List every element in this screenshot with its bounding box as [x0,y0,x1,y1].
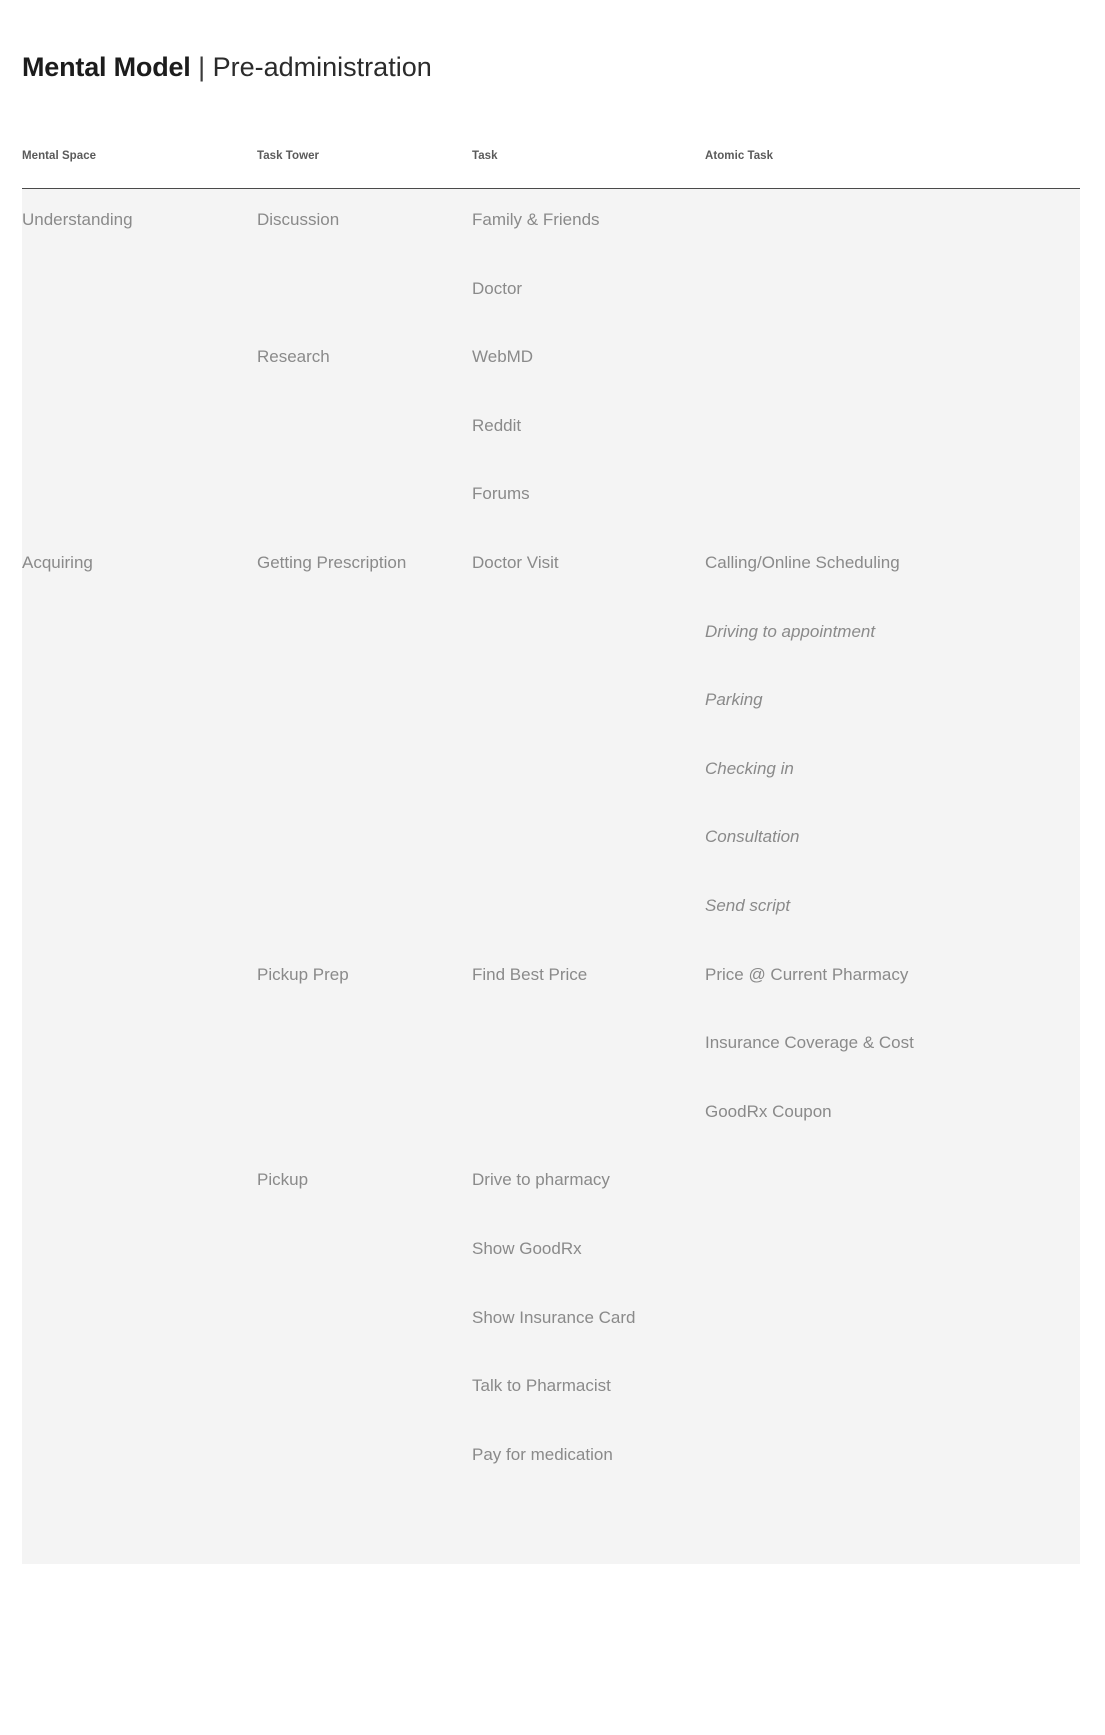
page-title-primary: Mental Model [22,52,191,82]
cell-atomic-task: Price @ Current Pharmacy [705,964,909,984]
table-row [22,1303,1080,1372]
cell-task: Show GoodRx [472,1238,582,1258]
cell-mental-space: Acquiring [22,552,93,572]
cell-atomic-task: Insurance Coverage & Cost [705,1033,914,1053]
cell-mental-space [22,1234,257,1237]
cell-mental-space [22,1371,257,1374]
column-header-task-tower: Task Tower [257,150,320,162]
cell-task-tower [257,1028,472,1031]
cell-mental-space [22,754,257,757]
cell-mental-space [22,960,257,963]
cell-task: Doctor [472,278,523,298]
cell-mental-space [22,411,257,414]
table-row [22,960,1080,1029]
cell-atomic-task: Parking [705,690,763,710]
cell-atomic-task: Checking in [705,758,794,778]
cell-task-tower [257,479,472,482]
table-row [22,1371,1080,1440]
cell-task: Pay for medication [472,1444,613,1464]
cell-mental-space [22,891,257,894]
cell-task-tower: Pickup Prep [257,964,349,984]
table-row [22,891,1080,960]
cell-task: Show Insurance Card [472,1307,636,1327]
cell-task-tower [257,1371,472,1374]
cell-atomic-task: Driving to appointment [705,621,876,641]
cell-atomic-task [705,1234,1080,1237]
table-row [22,1097,1080,1166]
cell-task [472,1028,705,1031]
cell-atomic-task [705,479,1080,482]
cell-task: Reddit [472,415,522,435]
page-title-separator: | [190,52,213,82]
cell-task [472,754,705,757]
table-body [22,189,1080,1564]
cell-task: Drive to pharmacy [472,1170,610,1190]
cell-task-tower [257,754,472,757]
cell-atomic-task [705,1303,1080,1306]
cell-atomic-task [705,205,1080,208]
column-header-mental-space: Mental Space [22,150,97,162]
column-header-atomic-task: Atomic Task [705,150,774,162]
cell-task-tower: Research [257,347,330,367]
table-row [22,1028,1080,1097]
table-header-row [22,138,1080,189]
page-title [22,50,432,84]
cell-mental-space [22,342,257,345]
cell-task-tower [257,685,472,688]
cell-task-tower: Pickup [257,1170,309,1190]
cell-task-tower: Getting Prescription [257,552,407,572]
cell-task: Forums [472,484,530,504]
table-row [22,548,1080,617]
cell-task: Doctor Visit [472,552,559,572]
cell-mental-space [22,1028,257,1031]
table-row [22,1440,1080,1509]
cell-task-tower [257,274,472,277]
cell-task: Family & Friends [472,210,600,229]
table-row [22,342,1080,411]
table-row [22,754,1080,823]
cell-task-tower [257,1097,472,1100]
cell-task [472,617,705,620]
cell-task: Find Best Price [472,964,588,984]
column-header-task: Task [472,150,498,162]
table-row [22,411,1080,480]
cell-task: Talk to Pharmacist [472,1376,611,1396]
table-row [22,822,1080,891]
cell-mental-space [22,1303,257,1306]
cell-atomic-task [705,342,1080,345]
cell-mental-space [22,1097,257,1100]
table-row [22,479,1080,548]
cell-atomic-task: Consultation [705,827,800,847]
cell-atomic-task: Calling/Online Scheduling [705,552,900,572]
page-title-secondary: Pre-administration [212,52,432,82]
cell-atomic-task: Send script [705,895,791,915]
cell-task-tower [257,1440,472,1443]
cell-mental-space: Understanding [22,210,133,229]
table-row [22,274,1080,343]
cell-task [472,822,705,825]
table-row [22,685,1080,754]
cell-atomic-task [705,1371,1080,1374]
table-row [22,205,1080,274]
table-row [22,1165,1080,1234]
cell-task-tower [257,411,472,414]
table-row [22,1234,1080,1303]
cell-mental-space [22,1440,257,1443]
cell-mental-space [22,685,257,688]
mental-model-table [22,138,1080,1564]
cell-task-tower [257,1234,472,1237]
cell-task [472,685,705,688]
cell-task-tower [257,822,472,825]
cell-task-tower [257,617,472,620]
cell-task [472,891,705,894]
table-row [22,617,1080,686]
cell-task: WebMD [472,347,534,367]
cell-mental-space [22,274,257,277]
cell-mental-space [22,479,257,482]
cell-task [472,1097,705,1100]
cell-atomic-task [705,1440,1080,1443]
cell-task-tower [257,1303,472,1306]
cell-atomic-task [705,1165,1080,1168]
cell-atomic-task [705,274,1080,277]
cell-atomic-task: GoodRx Coupon [705,1101,832,1121]
cell-mental-space [22,617,257,620]
cell-atomic-task [705,411,1080,414]
cell-task-tower: Discussion [257,210,340,229]
cell-task-tower [257,891,472,894]
cell-mental-space [22,1165,257,1168]
cell-mental-space [22,822,257,825]
